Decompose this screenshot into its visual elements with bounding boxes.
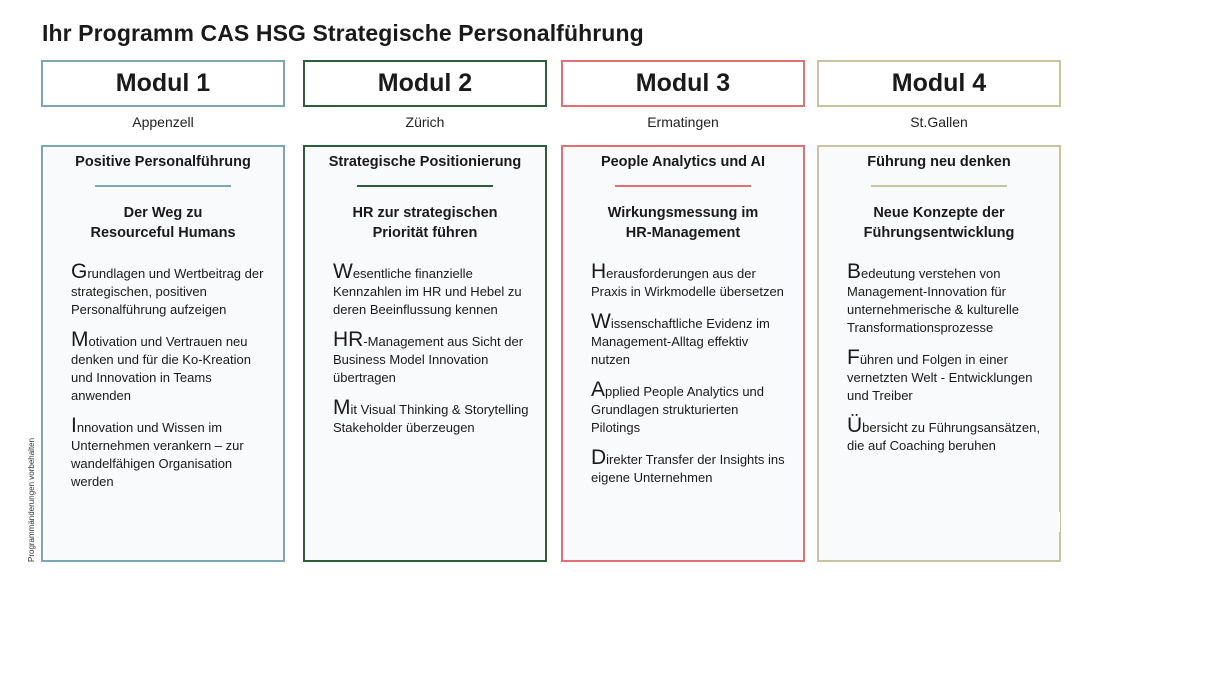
- module-heading-line: Neue Konzepte der: [873, 205, 1005, 221]
- module-card: [817, 145, 1061, 562]
- module-point: [333, 260, 531, 319]
- module-point: [847, 414, 1045, 455]
- module-point: [591, 260, 789, 301]
- module-divider: [871, 185, 1007, 187]
- module-subtitle: Strategische Positionierung: [328, 154, 522, 170]
- module-point: [847, 260, 1045, 337]
- module-4: [817, 60, 1061, 562]
- module-point: [591, 310, 789, 369]
- module-heading-line: Der Weg zu: [123, 205, 203, 221]
- module-point: [847, 346, 1045, 405]
- point-text: pplied People Analytics und Grundlagen strukturierten Pilotings: [591, 384, 765, 435]
- module-point: [591, 446, 789, 487]
- module-header: Modul 2: [303, 60, 547, 107]
- module-point: [333, 396, 531, 437]
- module-heading-line: Priorität führen: [372, 225, 478, 241]
- module-3: [561, 60, 805, 562]
- point-initial: M: [333, 396, 351, 419]
- module-divider: [357, 185, 493, 187]
- point-initial: Ü: [847, 414, 863, 437]
- side-note: Programmänderungen vorbehalten: [27, 437, 36, 562]
- module-subtitle: Führung neu denken: [867, 154, 1011, 170]
- point-initial: H: [591, 260, 607, 283]
- module-point: [591, 378, 789, 437]
- module-header: Modul 4: [817, 60, 1061, 107]
- point-text: it Visual Thinking & Storytelling Stakeholder überzeugen: [333, 402, 529, 435]
- point-initial: HR: [333, 328, 364, 351]
- module-1: [41, 60, 285, 562]
- point-text: otivation und Vertrauen neu denken und für die Ko-Kreation und Innovation in Teams anwenden: [71, 334, 251, 403]
- point-initial: M: [71, 328, 89, 351]
- point-text: esentliche finanzielle Kennzahlen im HR und Hebel zu deren Beeinflussung kennen: [333, 266, 522, 317]
- module-heading: [577, 203, 789, 243]
- module-subtitle: Positive Personalführung: [75, 154, 251, 170]
- module-card: [561, 145, 805, 562]
- point-text: bersicht zu Führungsansätzen, die auf Coaching beruhen: [847, 420, 1040, 453]
- module-heading-line: Resourceful Humans: [90, 225, 236, 241]
- module-subtitle: People Analytics und AI: [600, 154, 766, 170]
- module-location: Appenzell: [132, 114, 194, 130]
- point-text: rundlagen und Wertbeitrag der strategischen, positiven Personalführung aufzeigen: [71, 266, 264, 317]
- point-text: nnovation und Wissen im Unternehmen verankern – zur wandelfähigen Organisation werden: [71, 420, 244, 489]
- module-heading-line: Führungsentwicklung: [863, 225, 1015, 241]
- module-heading-line: HR-Management: [625, 225, 741, 241]
- point-initial: W: [333, 260, 353, 283]
- point-initial: B: [847, 260, 862, 283]
- decorative-tick: [1058, 512, 1060, 532]
- point-initial: D: [591, 446, 607, 469]
- module-card: [303, 145, 547, 562]
- module-heading: [319, 203, 531, 243]
- module-point: [333, 328, 531, 387]
- point-text: irekter Transfer der Insights ins eigene Unternehmen: [591, 452, 785, 485]
- module-points: [319, 260, 531, 437]
- module-header: Modul 1: [41, 60, 285, 107]
- point-text: -Management aus Sicht der Business Model Innovation übertragen: [333, 334, 524, 385]
- module-location: St.Gallen: [910, 114, 968, 130]
- module-divider: [615, 185, 751, 187]
- point-text: issenschaftliche Evidenz im Management-Alltag effektiv nutzen: [591, 316, 770, 367]
- module-point: [71, 414, 269, 491]
- point-initial: G: [71, 260, 88, 283]
- point-initial: F: [847, 346, 860, 369]
- point-initial: I: [71, 414, 77, 437]
- module-location: Zürich: [405, 114, 445, 130]
- point-text: edeutung verstehen von Management-Innovation für unternehmerische & kulturelle Transformationsprozesse: [847, 266, 1019, 335]
- module-heading: [57, 203, 269, 243]
- module-heading-line: HR zur strategischen: [352, 205, 498, 221]
- point-text: ühren und Folgen in einer vernetzten Welt - Entwicklungen und Treiber: [847, 352, 1033, 403]
- module-2: [303, 60, 547, 562]
- module-point: [71, 260, 269, 319]
- module-points: [57, 260, 269, 491]
- module-header: Modul 3: [561, 60, 805, 107]
- module-point: [71, 328, 269, 405]
- point-initial: A: [591, 378, 606, 401]
- module-heading: [833, 203, 1045, 243]
- module-divider: [95, 185, 231, 187]
- module-points: [833, 260, 1045, 455]
- page-title: Ihr Programm CAS HSG Strategische Personalführung: [42, 20, 644, 46]
- module-card: [41, 145, 285, 562]
- module-points: [577, 260, 789, 487]
- point-text: erausforderungen aus der Praxis in Wirkmodelle übersetzen: [591, 266, 784, 299]
- module-location: Ermatingen: [647, 114, 719, 130]
- point-initial: W: [591, 310, 611, 333]
- module-heading-line: Wirkungsmessung im: [607, 205, 759, 221]
